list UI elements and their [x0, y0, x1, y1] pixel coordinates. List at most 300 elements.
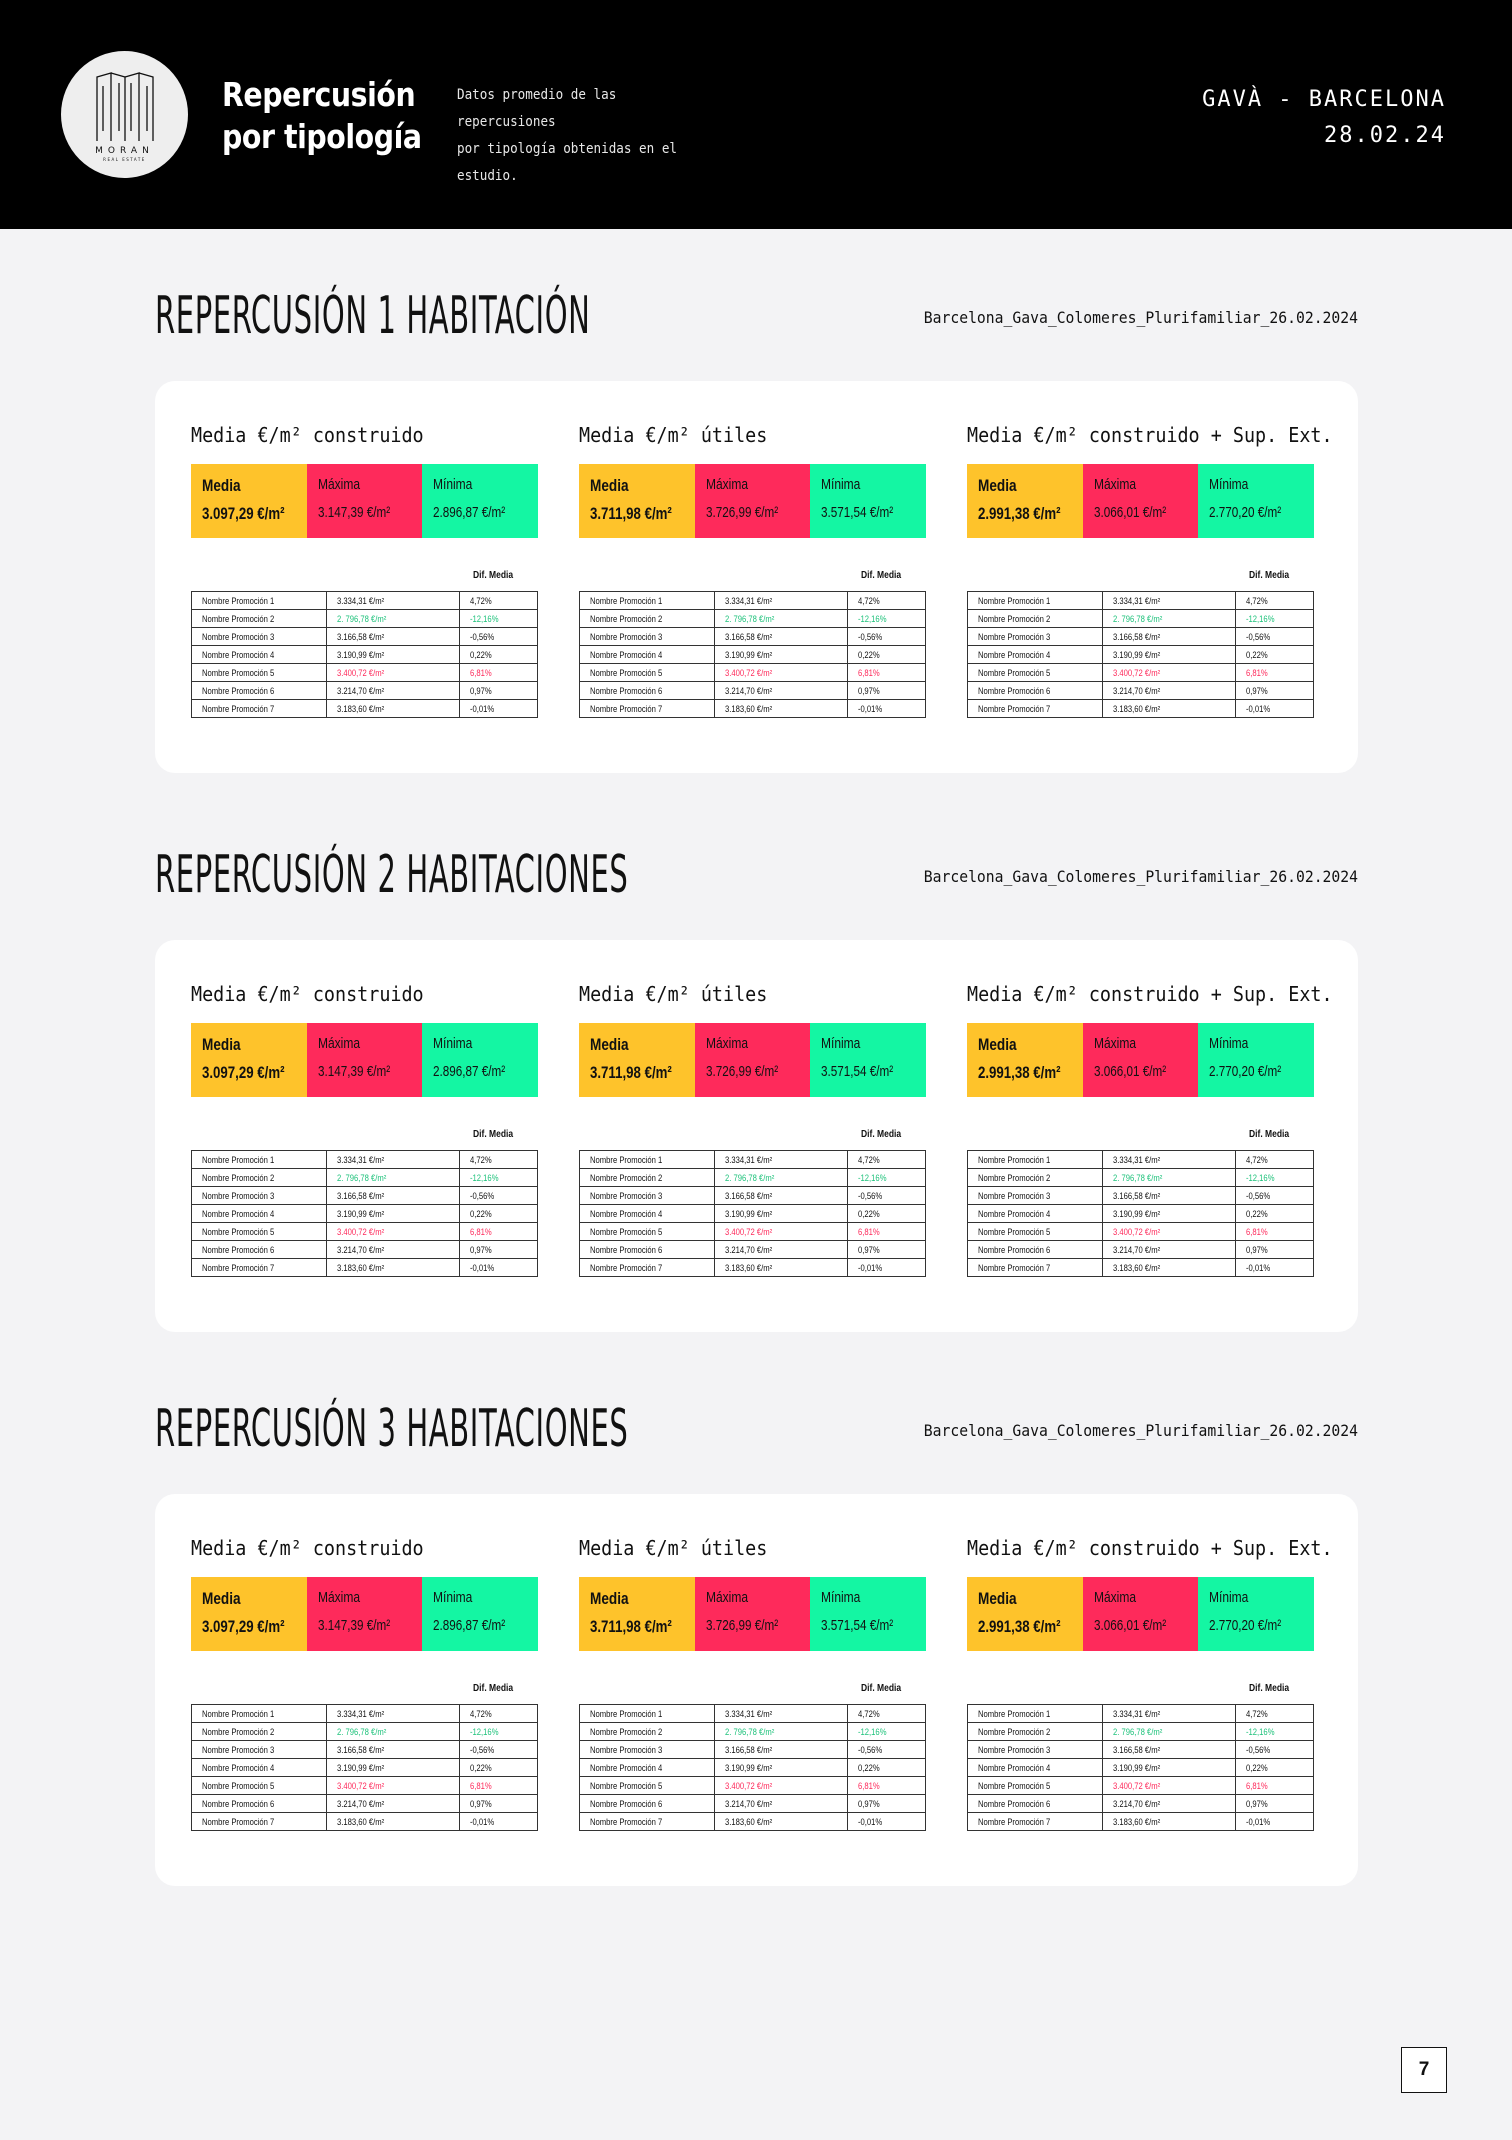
stat-value: 2.991,38 €/m² [978, 1617, 1061, 1636]
table-row [192, 1759, 538, 1777]
stat-value: 3.711,98 €/m² [590, 1617, 672, 1636]
block-title: Media €/m² construido + Sup. Ext. [967, 982, 1333, 1006]
stat-label: Mínima [433, 1589, 473, 1606]
promotion-price: 3.334,31 €/m² [1103, 1151, 1236, 1169]
promotion-name: Nombre Promoción 3 [580, 1187, 715, 1205]
promotion-price: 3.334,31 €/m² [715, 1705, 848, 1723]
stat-label: Media [202, 1035, 241, 1054]
stat-media [579, 1577, 695, 1651]
stats-bar [967, 1577, 1314, 1651]
promotion-dif: 0,97% [1236, 682, 1314, 700]
table-row [968, 1759, 1314, 1777]
promotion-price: 2. 796,78 €/m² [715, 610, 848, 628]
promotion-dif: 4,72% [848, 1705, 926, 1723]
stat-maxima [695, 1577, 811, 1651]
promotion-price: 3.190,99 €/m² [1103, 1759, 1236, 1777]
stat-maxima [1083, 1577, 1199, 1651]
promotion-name: Nombre Promoción 7 [192, 700, 327, 718]
table-row [580, 1723, 926, 1741]
table-row [192, 1723, 538, 1741]
stat-media [579, 464, 695, 538]
promotion-price: 3.400,72 €/m² [1103, 664, 1236, 682]
dif-header-label: Dif. Media [1249, 1129, 1290, 1140]
promotion-name: Nombre Promoción 6 [968, 1795, 1103, 1813]
promotions-table [967, 1150, 1314, 1277]
promotion-name: Nombre Promoción 7 [580, 1259, 715, 1277]
promotion-price: 2. 796,78 €/m² [715, 1169, 848, 1187]
promotion-price: 3.190,99 €/m² [1103, 1205, 1236, 1223]
stat-value: 2.991,38 €/m² [978, 504, 1061, 523]
promotions-table [191, 591, 538, 718]
stat-label: Media [590, 476, 629, 495]
promotion-dif: -0,01% [848, 700, 926, 718]
promotion-price: 3.334,31 €/m² [1103, 592, 1236, 610]
stat-maxima [1083, 464, 1199, 538]
table-row [968, 1259, 1314, 1277]
promotion-price: 3.334,31 €/m² [327, 592, 460, 610]
promotion-dif: -0,01% [848, 1259, 926, 1277]
promotion-price: 3.334,31 €/m² [327, 1151, 460, 1169]
promotion-dif: 0,22% [848, 1759, 926, 1777]
promotion-name: Nombre Promoción 5 [968, 1777, 1103, 1795]
promotion-dif: 6,81% [1236, 1223, 1314, 1241]
promotion-dif: 4,72% [460, 1705, 538, 1723]
promotion-name: Nombre Promoción 4 [580, 1759, 715, 1777]
promotion-dif: 0,22% [1236, 1759, 1314, 1777]
table-row [580, 1777, 926, 1795]
stat-label: Media [978, 476, 1017, 495]
promotion-price: 3.166,58 €/m² [1103, 1187, 1236, 1205]
promotion-price: 2. 796,78 €/m² [715, 1723, 848, 1741]
promotion-dif: -0,56% [848, 628, 926, 646]
promotion-name: Nombre Promoción 3 [968, 1187, 1103, 1205]
promotion-price: 3.334,31 €/m² [327, 1705, 460, 1723]
promotion-name: Nombre Promoción 2 [192, 1169, 327, 1187]
dif-header-label: Dif. Media [861, 570, 902, 581]
promotion-dif: 0,97% [1236, 1795, 1314, 1813]
promotion-name: Nombre Promoción 2 [580, 1169, 715, 1187]
promotion-dif: 4,72% [1236, 592, 1314, 610]
promotion-name: Nombre Promoción 5 [580, 1223, 715, 1241]
stat-media [967, 1023, 1083, 1097]
stat-minima [810, 1577, 926, 1651]
page-title-line1: Repercusión [222, 75, 416, 114]
promotion-name: Nombre Promoción 7 [580, 1813, 715, 1831]
promotion-dif: -0,56% [460, 1741, 538, 1759]
stat-label: Máxima [317, 476, 360, 493]
promotion-dif: 0,22% [848, 646, 926, 664]
table-row [968, 1187, 1314, 1205]
table-row [192, 1187, 538, 1205]
stat-label: Media [978, 1035, 1017, 1054]
promotion-dif: -12,16% [460, 610, 538, 628]
promotion-dif: 4,72% [848, 1151, 926, 1169]
promotion-price: 3.214,70 €/m² [327, 682, 460, 700]
promotion-name: Nombre Promoción 1 [968, 1705, 1103, 1723]
promotion-price: 3.214,70 €/m² [1103, 1241, 1236, 1259]
table-row [580, 682, 926, 700]
promotion-price: 3.166,58 €/m² [327, 1741, 460, 1759]
table-row [192, 1205, 538, 1223]
logo-sub: REAL ESTATE [103, 157, 146, 162]
stat-label: Máxima [317, 1589, 360, 1606]
stats-bar [191, 1023, 538, 1097]
promotion-name: Nombre Promoción 3 [192, 628, 327, 646]
promotion-name: Nombre Promoción 4 [968, 1205, 1103, 1223]
promotion-dif: -0,56% [1236, 628, 1314, 646]
stats-bar [191, 464, 538, 538]
promotion-dif: 0,97% [848, 1241, 926, 1259]
table-row [580, 628, 926, 646]
stat-label: Máxima [705, 476, 748, 493]
stat-label: Media [590, 1589, 629, 1608]
stat-media [967, 1577, 1083, 1651]
page-title-line2: por tipología [222, 117, 422, 156]
stat-value: 3.066,01 €/m² [1093, 504, 1166, 521]
promotion-price: 3.166,58 €/m² [1103, 628, 1236, 646]
table-row [580, 592, 926, 610]
promotion-dif: -12,16% [1236, 610, 1314, 628]
promotion-price: 3.214,70 €/m² [1103, 1795, 1236, 1813]
page-header [0, 0, 1512, 229]
block-title: Media €/m² construido [191, 1536, 424, 1560]
promotion-price: 3.190,99 €/m² [1103, 646, 1236, 664]
table-row [968, 1741, 1314, 1759]
promotion-name: Nombre Promoción 7 [968, 1813, 1103, 1831]
section-file-name: Barcelona_Gava_Colomeres_Plurifamiliar_26.02.2024 [923, 1421, 1358, 1440]
promotion-price: 2. 796,78 €/m² [1103, 610, 1236, 628]
promotion-price: 3.400,72 €/m² [1103, 1777, 1236, 1795]
stat-label: Máxima [705, 1035, 748, 1052]
desc-line: Datos promedio de las repercusiones [457, 87, 617, 130]
promotion-name: Nombre Promoción 1 [580, 1705, 715, 1723]
table-row [192, 628, 538, 646]
table-row [580, 664, 926, 682]
promotion-name: Nombre Promoción 4 [580, 646, 715, 664]
stat-value: 3.147,39 €/m² [317, 1617, 390, 1634]
promotion-dif: -12,16% [848, 610, 926, 628]
promotion-dif: 0,22% [460, 1759, 538, 1777]
stat-maxima [1083, 1023, 1199, 1097]
table-row [968, 1813, 1314, 1831]
promotion-price: 3.400,72 €/m² [327, 1223, 460, 1241]
stat-label: Mínima [433, 476, 473, 493]
table-row [192, 1741, 538, 1759]
dif-header-label: Dif. Media [473, 1683, 514, 1694]
block-title: Media €/m² construido [191, 982, 424, 1006]
promotion-name: Nombre Promoción 5 [968, 664, 1103, 682]
promotion-dif: -12,16% [848, 1723, 926, 1741]
promotion-name: Nombre Promoción 2 [968, 1723, 1103, 1741]
table-row [580, 1759, 926, 1777]
promotion-dif: -0,56% [1236, 1741, 1314, 1759]
stats-bar [967, 1023, 1314, 1097]
promotion-price: 3.190,99 €/m² [327, 1205, 460, 1223]
stat-label: Máxima [1093, 1035, 1136, 1052]
promotion-dif: 6,81% [1236, 1777, 1314, 1795]
promotion-name: Nombre Promoción 3 [580, 628, 715, 646]
promotion-name: Nombre Promoción 7 [192, 1813, 327, 1831]
stat-value: 3.097,29 €/m² [202, 1617, 285, 1636]
promotion-price: 3.214,70 €/m² [715, 682, 848, 700]
stat-value: 3.726,99 €/m² [705, 504, 778, 521]
stat-value: 3.097,29 €/m² [202, 1063, 285, 1082]
promotion-dif: -0,56% [848, 1187, 926, 1205]
stat-label: Máxima [705, 1589, 748, 1606]
stat-label: Media [202, 1589, 241, 1608]
stat-value: 2.770,20 €/m² [1209, 1617, 1282, 1634]
promotion-name: Nombre Promoción 3 [192, 1187, 327, 1205]
promotion-name: Nombre Promoción 3 [580, 1741, 715, 1759]
promotion-price: 3.183,60 €/m² [1103, 1813, 1236, 1831]
promotion-dif: 0,22% [1236, 646, 1314, 664]
table-row [580, 1241, 926, 1259]
section-card [155, 1494, 1358, 1886]
promotion-price: 3.183,60 €/m² [715, 1813, 848, 1831]
stat-value: 3.711,98 €/m² [590, 1063, 672, 1082]
promotion-dif: -0,56% [848, 1741, 926, 1759]
block-title: Media €/m² construido [191, 423, 424, 447]
promotion-price: 3.334,31 €/m² [715, 1151, 848, 1169]
stat-media [579, 1023, 695, 1097]
promotion-price: 3.183,60 €/m² [327, 1259, 460, 1277]
promotion-price: 2. 796,78 €/m² [327, 1169, 460, 1187]
promotion-dif: 6,81% [460, 1777, 538, 1795]
promotions-table [579, 1704, 926, 1831]
stat-maxima [695, 464, 811, 538]
promotion-name: Nombre Promoción 1 [968, 592, 1103, 610]
promotion-dif: 6,81% [848, 1777, 926, 1795]
stat-value: 2.896,87 €/m² [433, 1063, 506, 1080]
promotion-price: 3.166,58 €/m² [1103, 1741, 1236, 1759]
stat-label: Media [202, 476, 241, 495]
promotion-dif: 6,81% [460, 664, 538, 682]
promotion-dif: -0,56% [1236, 1187, 1314, 1205]
promotion-price: 3.166,58 €/m² [327, 628, 460, 646]
table-row [580, 1741, 926, 1759]
promotion-name: Nombre Promoción 6 [580, 1241, 715, 1259]
promotion-price: 3.334,31 €/m² [715, 592, 848, 610]
promotion-name: Nombre Promoción 3 [192, 1741, 327, 1759]
stats-bar [579, 464, 926, 538]
promotion-name: Nombre Promoción 4 [192, 1205, 327, 1223]
stat-value: 3.711,98 €/m² [590, 504, 672, 523]
promotion-name: Nombre Promoción 1 [192, 1705, 327, 1723]
promotions-table [967, 1704, 1314, 1831]
promotion-dif: -0,01% [1236, 1813, 1314, 1831]
promotion-name: Nombre Promoción 1 [968, 1151, 1103, 1169]
promotion-price: 3.190,99 €/m² [327, 646, 460, 664]
promotion-name: Nombre Promoción 4 [192, 646, 327, 664]
table-row [192, 1169, 538, 1187]
dif-header-label: Dif. Media [1249, 570, 1290, 581]
promotion-name: Nombre Promoción 4 [968, 646, 1103, 664]
promotion-price: 3.183,60 €/m² [327, 700, 460, 718]
promotion-dif: 0,97% [460, 1241, 538, 1259]
stat-minima [422, 1023, 538, 1097]
promotion-price: 3.190,99 €/m² [715, 1205, 848, 1223]
date: 28.02.24 [1324, 123, 1446, 148]
desc-line: por tipología obtenidas en el [457, 141, 677, 157]
table-row [580, 1259, 926, 1277]
promotion-price: 3.166,58 €/m² [327, 1187, 460, 1205]
page-number: 7 [1401, 2047, 1447, 2093]
promotion-name: Nombre Promoción 1 [192, 592, 327, 610]
table-row [968, 1777, 1314, 1795]
promotion-dif: -0,56% [460, 628, 538, 646]
table-row [192, 682, 538, 700]
promotion-dif: 0,97% [460, 1795, 538, 1813]
promotion-name: Nombre Promoción 6 [968, 1241, 1103, 1259]
promotion-name: Nombre Promoción 4 [580, 1205, 715, 1223]
table-row [968, 1795, 1314, 1813]
section-file-name: Barcelona_Gava_Colomeres_Plurifamiliar_26.02.2024 [923, 867, 1358, 886]
table-row [580, 1705, 926, 1723]
promotion-dif: -12,16% [460, 1169, 538, 1187]
promotion-price: 3.190,99 €/m² [327, 1759, 460, 1777]
promotion-name: Nombre Promoción 2 [192, 610, 327, 628]
stats-bar [579, 1023, 926, 1097]
promotion-name: Nombre Promoción 7 [580, 700, 715, 718]
table-row [968, 1223, 1314, 1241]
promotion-price: 2. 796,78 €/m² [1103, 1169, 1236, 1187]
promotion-price: 3.166,58 €/m² [715, 628, 848, 646]
promotion-dif: -0,01% [460, 700, 538, 718]
promotion-price: 3.400,72 €/m² [715, 664, 848, 682]
section-file-name: Barcelona_Gava_Colomeres_Plurifamiliar_26.02.2024 [923, 308, 1358, 327]
stat-minima [1198, 464, 1314, 538]
table-row [580, 646, 926, 664]
stat-value: 2.896,87 €/m² [433, 1617, 506, 1634]
stat-value: 3.571,54 €/m² [821, 1063, 894, 1080]
dif-header-label: Dif. Media [473, 570, 514, 581]
stat-value: 3.147,39 €/m² [317, 1063, 390, 1080]
promotion-price: 3.183,60 €/m² [1103, 1259, 1236, 1277]
promotions-table [191, 1704, 538, 1831]
promotion-name: Nombre Promoción 7 [968, 700, 1103, 718]
stat-media [191, 1577, 307, 1651]
promotion-name: Nombre Promoción 2 [580, 610, 715, 628]
stat-value: 2.896,87 €/m² [433, 504, 506, 521]
section-card [155, 940, 1358, 1332]
promotion-price: 3.190,99 €/m² [715, 1759, 848, 1777]
promotion-price: 3.183,60 €/m² [327, 1813, 460, 1831]
promotion-dif: 4,72% [1236, 1705, 1314, 1723]
table-row [968, 700, 1314, 718]
table-row [192, 1241, 538, 1259]
table-row [192, 1777, 538, 1795]
stat-label: Mínima [1209, 1589, 1249, 1606]
promotion-name: Nombre Promoción 6 [192, 682, 327, 700]
table-row [192, 1151, 538, 1169]
promotion-dif: 4,72% [460, 592, 538, 610]
promotion-name: Nombre Promoción 5 [192, 1223, 327, 1241]
promotion-price: 3.166,58 €/m² [715, 1187, 848, 1205]
page-title [222, 74, 422, 158]
promotion-name: Nombre Promoción 5 [968, 1223, 1103, 1241]
stat-value: 3.066,01 €/m² [1093, 1063, 1166, 1080]
promotion-dif: 4,72% [1236, 1151, 1314, 1169]
stat-label: Mínima [1209, 476, 1249, 493]
table-row [968, 664, 1314, 682]
promotion-name: Nombre Promoción 2 [192, 1723, 327, 1741]
stats-bar [191, 1577, 538, 1651]
table-row [192, 664, 538, 682]
logo-name: MORAN [95, 146, 154, 156]
promotion-dif: 6,81% [1236, 664, 1314, 682]
table-row [192, 1705, 538, 1723]
stat-minima [810, 1023, 926, 1097]
page-description [457, 82, 709, 190]
location-date [1202, 82, 1446, 154]
table-row [968, 682, 1314, 700]
table-row [968, 646, 1314, 664]
table-row [968, 592, 1314, 610]
table-row [580, 1151, 926, 1169]
table-row [580, 1187, 926, 1205]
promotion-price: 2. 796,78 €/m² [327, 1723, 460, 1741]
promotion-name: Nombre Promoción 5 [192, 664, 327, 682]
stat-label: Máxima [1093, 1589, 1136, 1606]
promotions-table [191, 1150, 538, 1277]
promotion-price: 3.214,70 €/m² [715, 1795, 848, 1813]
promotion-name: Nombre Promoción 6 [192, 1241, 327, 1259]
promotion-dif: 0,22% [460, 646, 538, 664]
promotions-table [967, 591, 1314, 718]
stat-media [967, 464, 1083, 538]
promotion-dif: 0,97% [848, 682, 926, 700]
table-row [968, 1151, 1314, 1169]
stat-label: Media [590, 1035, 629, 1054]
stat-value: 3.571,54 €/m² [821, 504, 894, 521]
stat-value: 3.097,29 €/m² [202, 504, 285, 523]
promotion-price: 3.166,58 €/m² [715, 1741, 848, 1759]
promotion-dif: 0,97% [460, 682, 538, 700]
block-title: Media €/m² útiles [579, 1536, 768, 1560]
table-row [192, 646, 538, 664]
table-row [580, 1223, 926, 1241]
promotion-price: 3.400,72 €/m² [715, 1223, 848, 1241]
promotion-price: 3.400,72 €/m² [327, 664, 460, 682]
stat-maxima [307, 464, 423, 538]
section-card [155, 381, 1358, 773]
block-title: Media €/m² construido + Sup. Ext. [967, 1536, 1333, 1560]
location: GAVÀ - BARCELONA [1202, 87, 1446, 112]
table-row [192, 1223, 538, 1241]
promotion-name: Nombre Promoción 3 [968, 628, 1103, 646]
promotion-dif: -12,16% [1236, 1723, 1314, 1741]
promotion-price: 3.214,70 €/m² [327, 1241, 460, 1259]
promotion-dif: -0,01% [1236, 1259, 1314, 1277]
promotion-name: Nombre Promoción 3 [968, 1741, 1103, 1759]
stat-value: 3.147,39 €/m² [317, 504, 390, 521]
stat-maxima [307, 1023, 423, 1097]
table-row [968, 1723, 1314, 1741]
promotion-dif: 0,22% [848, 1205, 926, 1223]
stat-label: Media [978, 1589, 1017, 1608]
promotion-name: Nombre Promoción 1 [580, 592, 715, 610]
promotion-dif: 4,72% [848, 592, 926, 610]
desc-line: estudio. [457, 168, 518, 184]
stat-minima [810, 464, 926, 538]
promotion-dif: -0,01% [460, 1813, 538, 1831]
stat-minima [422, 464, 538, 538]
promotion-dif: -0,56% [460, 1187, 538, 1205]
promotion-name: Nombre Promoción 4 [968, 1759, 1103, 1777]
promotion-dif: -12,16% [1236, 1169, 1314, 1187]
stat-label: Mínima [821, 476, 861, 493]
promotion-name: Nombre Promoción 6 [192, 1795, 327, 1813]
